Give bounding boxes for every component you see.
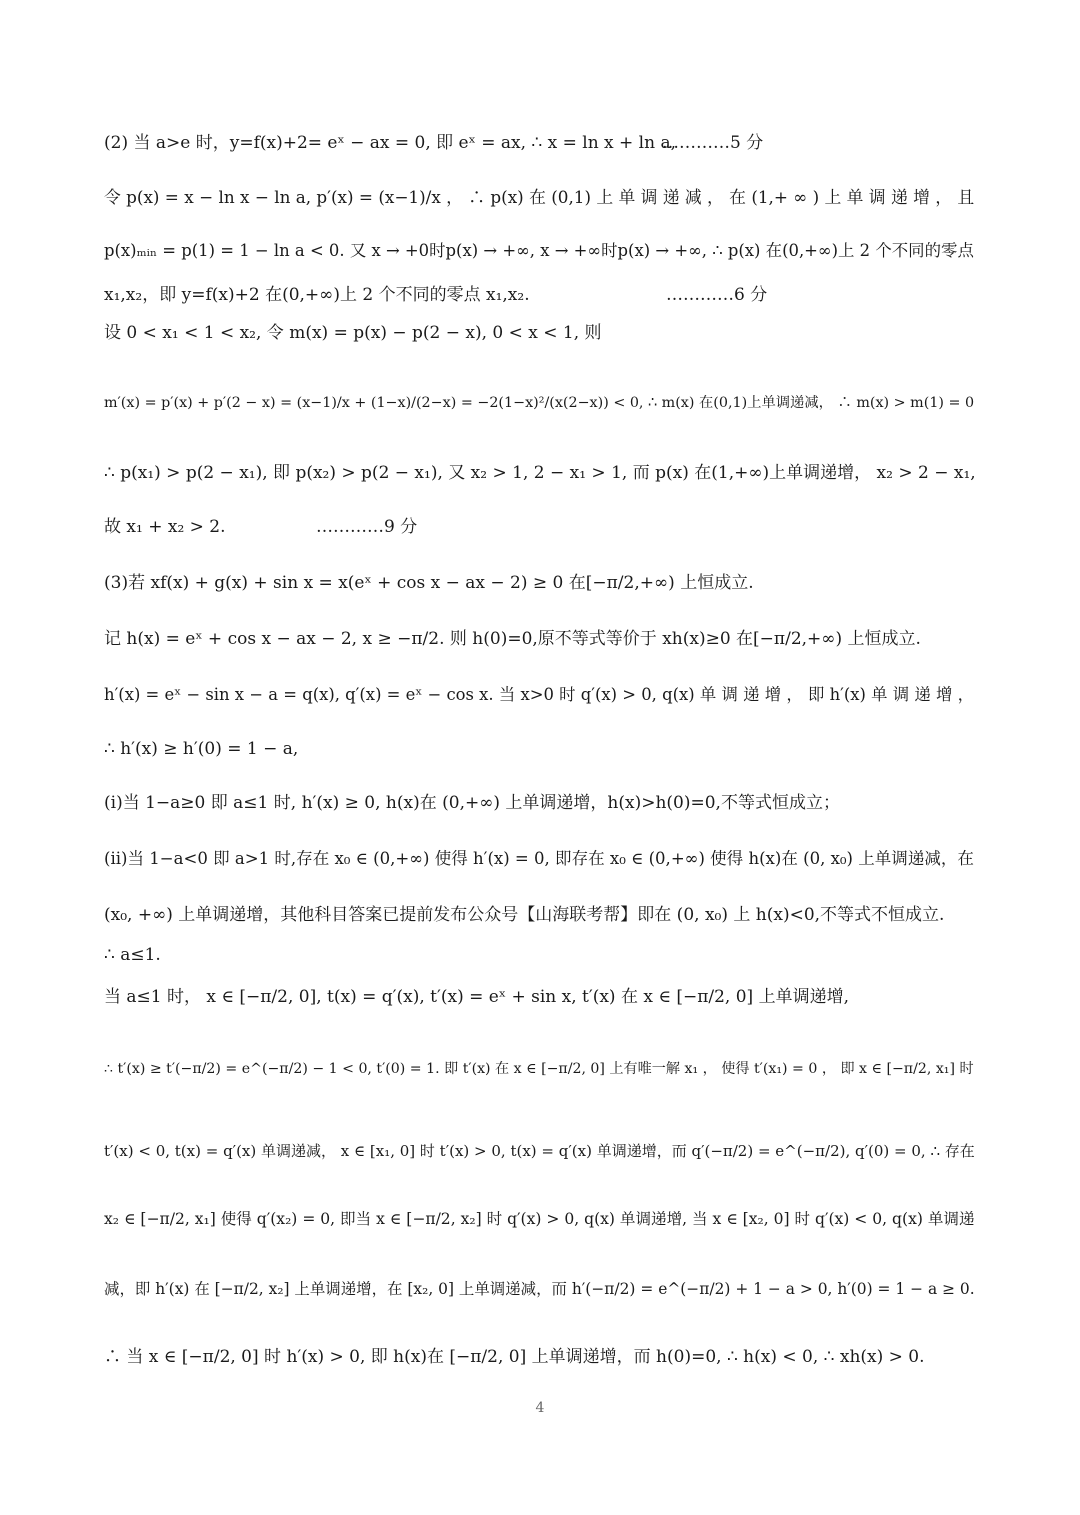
line-h-derivative: h′(x) = eˣ − sin x − a = q(x), q′(x) = eˣ − cos x. 当 x>0 时 q′(x) > 0, q(x) 单 调 递 增 ， 即 h′(x) 单 调 递 增 ， — [104, 685, 975, 704]
line-define-p: 令 p(x) = x − ln x − ln a, p′(x) = (x−1)/x ， ∴ p(x) 在 (0,1) 上 单 调 递 减 ， 在 (1,+ ∞ ) 上 单 调 递 增 ， 且 — [104, 187, 975, 207]
line-define-m: 设 0 < x₁ < 1 < x₂, 令 m(x) = p(x) − p(2 − x), 0 < x < 1, 则 — [104, 323, 602, 343]
line-t-bound: ∴ t′(x) ≥ t′(−π/2) = e^(−π/2) − 1 < 0, t′(0) = 1. 即 t′(x) 在 x ∈ [−π/2, 0] 上有唯一解 x₁ ， 使得 t′(x₁) = 0 ， 即 x ∈ [−π/2, x₁] 时 — [104, 1061, 974, 1077]
line-x2-exists: x₂ ∈ [−π/2, x₁] 使得 q′(x₂) = 0, 即当 x ∈ [−π/2, x₂] 时 q′(x) > 0, q(x) 单调递增, 当 x ∈ [x₂, 0] 时 q′(x) < 0, q(x) 单调递 — [104, 1210, 975, 1228]
line-m-derivative: m′(x) = p′(x) + p′(2 − x) = (x−1)/x + (1−x)/(2−x) = −2(1−x)²/(x(2−x)) < 0, ∴ m(x) 在(0,1)上单调递减， ∴ m(x) > m(1) = 0 — [104, 395, 975, 411]
line-t-monotone: t′(x) < 0, t(x) = q′(x) 单调递减， x ∈ [x₁, 0] 时 t′(x) > 0, t(x) = q′(x) 单调递增，而 q′(−π/2) = e^(−π/2), q′(0) = 0, ∴ 存在 — [104, 1142, 975, 1160]
line-p-min: p(x)ₘᵢₙ = p(1) = 1 − ln a < 0. 又 x → +0时p(x) → +∞, x → +∞时p(x) → +∞, ∴ p(x) 在(0,+∞)上 2 个不同的零点 — [104, 241, 974, 260]
line-case-ii: (ii)当 1−a<0 即 a>1 时,存在 x₀ ∈ (0,+∞) 使得 h′(x) = 0, 即存在 x₀ ∈ (0,+∞) 使得 h(x)在 (0, x₀) 上单调递减，在 — [104, 849, 974, 868]
line-two-zeros: x₁,x₂，即 y=f(x)+2 在(0,+∞)上 2 个不同的零点 x₁,x₂. — [104, 285, 530, 305]
line-define-t: 当 a≤1 时， x ∈ [−π/2, 0], t(x) = q′(x), t′(x) = eˣ + sin x, t′(x) 在 x ∈ [−π/2, 0] 上单调递增, — [104, 987, 849, 1007]
page-number: 4 — [535, 1400, 545, 1416]
line-part2-intro: (2) 当 a>e 时，y=f(x)+2= eˣ − ax = 0, 即 eˣ = ax, ∴ x = ln x + ln a, — [104, 133, 677, 153]
line-a-le-1: ∴ a≤1. — [104, 945, 161, 965]
line-final: ∴ 当 x ∈ [−π/2, 0] 时 h′(x) > 0, 即 h(x)在 [−π/2, 0] 上单调递增，而 h(0)=0, ∴ h(x) < 0, ∴ xh(x) > 0. — [104, 1347, 925, 1367]
line-h-prime-monotone: 减，即 h′(x) 在 [−π/2, x₂] 上单调递增，在 [x₂, 0] 上单调递减，而 h′(−π/2) = e^(−π/2) + 1 − a > 0, h′(0) = 1 − a ≥ 0. — [104, 1280, 975, 1298]
score-6: …………6 分 — [666, 285, 768, 305]
line-p-compare: ∴ p(x₁) > p(2 − x₁), 即 p(x₂) > p(2 − x₁), 又 x₂ > 1, 2 − x₁ > 1, 而 p(x) 在(1,+∞)上单调递增， x₂ > 2 − x₁, — [104, 463, 976, 483]
line-h-bound: ∴ h′(x) ≥ h′(0) = 1 − a, — [104, 739, 299, 759]
line-part3-intro: (3)若 xf(x) + g(x) + sin x = x(eˣ + cos x − ax − 2) ≥ 0 在[−π/2,+∞) 上恒成立. — [104, 573, 754, 593]
line-case-ii-cont: (x₀, +∞) 上单调递增，其他科目答案已提前发布公众号【山海联考帮】即在 (0, x₀) 上 h(x)<0,不等式不恒成立. — [104, 905, 945, 925]
score-9: …………9 分 — [316, 517, 418, 537]
line-case-i: (i)当 1−a≥0 即 a≤1 时, h′(x) ≥ 0, h(x)在 (0,+∞) 上单调递增，h(x)>h(0)=0,不等式恒成立； — [104, 793, 840, 813]
score-5: …………5 分 — [662, 133, 764, 153]
line-define-h: 记 h(x) = eˣ + cos x − ax − 2, x ≥ −π/2. 则 h(0)=0,原不等式等价于 xh(x)≥0 在[−π/2,+∞) 上恒成立. — [104, 629, 921, 649]
line-conclusion-2: 故 x₁ + x₂ > 2. — [104, 517, 226, 537]
